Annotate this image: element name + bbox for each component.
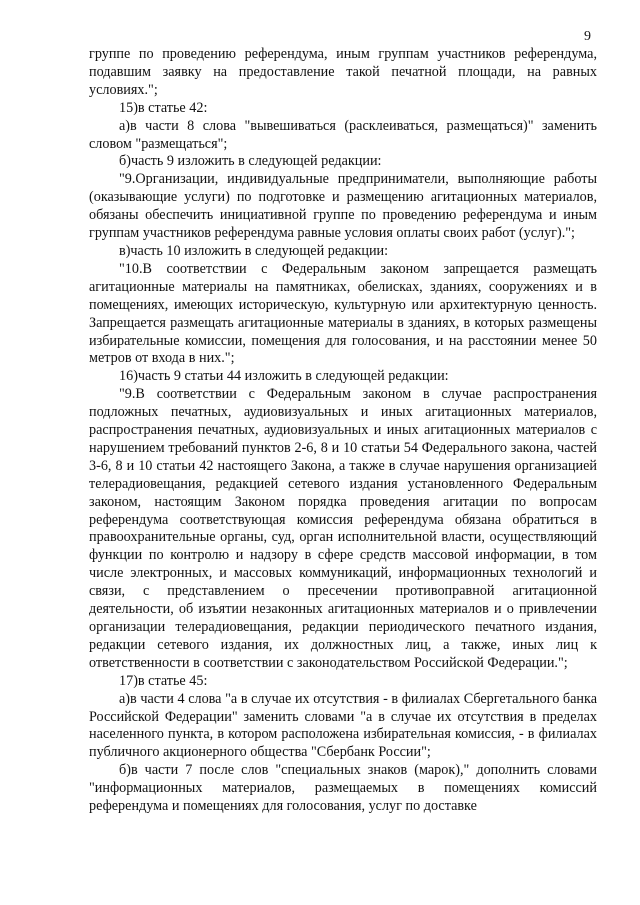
paragraph: группе по проведению референдума, иным группам участников референдума, подавшим заявку на предоставление такой печатной площади, на равных условиях."; bbox=[89, 46, 597, 98]
paragraph: в)часть 10 изложить в следующей редакции: bbox=[119, 242, 389, 259]
paragraph: "9.В соответствии с Федеральным законом в случае распространения подложных печатных, аудиовизуальных и иных агитационных материалов, распространения печатных, аудиовизуальных и иных агитационных материалов с нарушением требований пунктов 2-6, 8 и 10 статьи 54 Федерального закона, частей 3-6, 8 и 10 статьи 42 настоящего Закона, а также в случае нарушения организацией телерадиовещания, редакцией сетевого издания установленного Федеральным законом, настоящим Законом порядка проведения агитации по вопросам референдума соответствующая комиссия референдума обязана обратиться в правоохранительные органы, суд, орган исполнительной власти, осуществляющий функции по контролю и надзору в сфере средств массовой информации, в том числе электронных, и массовых коммуникаций, информационных технологий и связи, с представлением о пресечении противоправной агитационной деятельности, об изъятии незаконных агитационных материалов и о привлечении организации телерадиовещания, редакции периодического печатного издания, редакции сетевого издания, их должностных лиц, а также, иных лиц к ответственности в соответствии с законодательством Российской Федерации."; bbox=[89, 386, 597, 671]
paragraph: а)в части 8 слова "вывешиваться (расклеиваться, размещаться)" заменить словом "размещаться"; bbox=[89, 117, 597, 152]
page-number: 9 bbox=[584, 29, 591, 44]
paragraph: 16)часть 9 статьи 44 изложить в следующей редакции: bbox=[119, 368, 449, 385]
paragraph: 15)в статье 42: bbox=[119, 99, 208, 116]
paragraph: "10.В соответствии с Федеральным законом запрещается размещать агитационные материалы на памятниках, обелисках, зданиях, сооружениях и в помещениях, имеющих историческую, культурную или архитектурную ценность. Запрещается размещать агитационные материалы в зданиях, в которых размещены избирательные комиссии, помещения для голосования, и на расстоянии менее 50 метров от входа в них."; bbox=[89, 260, 597, 367]
paragraph: б)часть 9 изложить в следующей редакции: bbox=[119, 153, 382, 170]
paragraph: б)в части 7 после слов "специальных знаков (марок)," дополнить словами "информационных материалов, размещаемых в помещениях комиссий референдума и помещениях для голосования, услуг по доставке bbox=[89, 762, 597, 815]
paragraph: а)в части 4 слова "а в случае их отсутствия - в филиалах Сбергетального банка Российской Федерации" заменить словами "а в случае их отсутствия в пределах населенного пункта, в котором расположена избирательная комиссия, - в филиалах публичного акционерного общества "Сбербанк России"; bbox=[89, 690, 597, 761]
paragraph: 17)в статье 45: bbox=[119, 672, 208, 689]
paragraph: "9.Организации, индивидуальные предприниматели, выполняющие работы (оказывающие услуги) по подготовке и размещению агитационных материалов, обязаны обеспечить инициативной группе по проведению референдума и иным группам участников референдума равные условия оплаты своих работ (услуг)."; bbox=[89, 171, 597, 242]
document-body bbox=[89, 46, 597, 816]
